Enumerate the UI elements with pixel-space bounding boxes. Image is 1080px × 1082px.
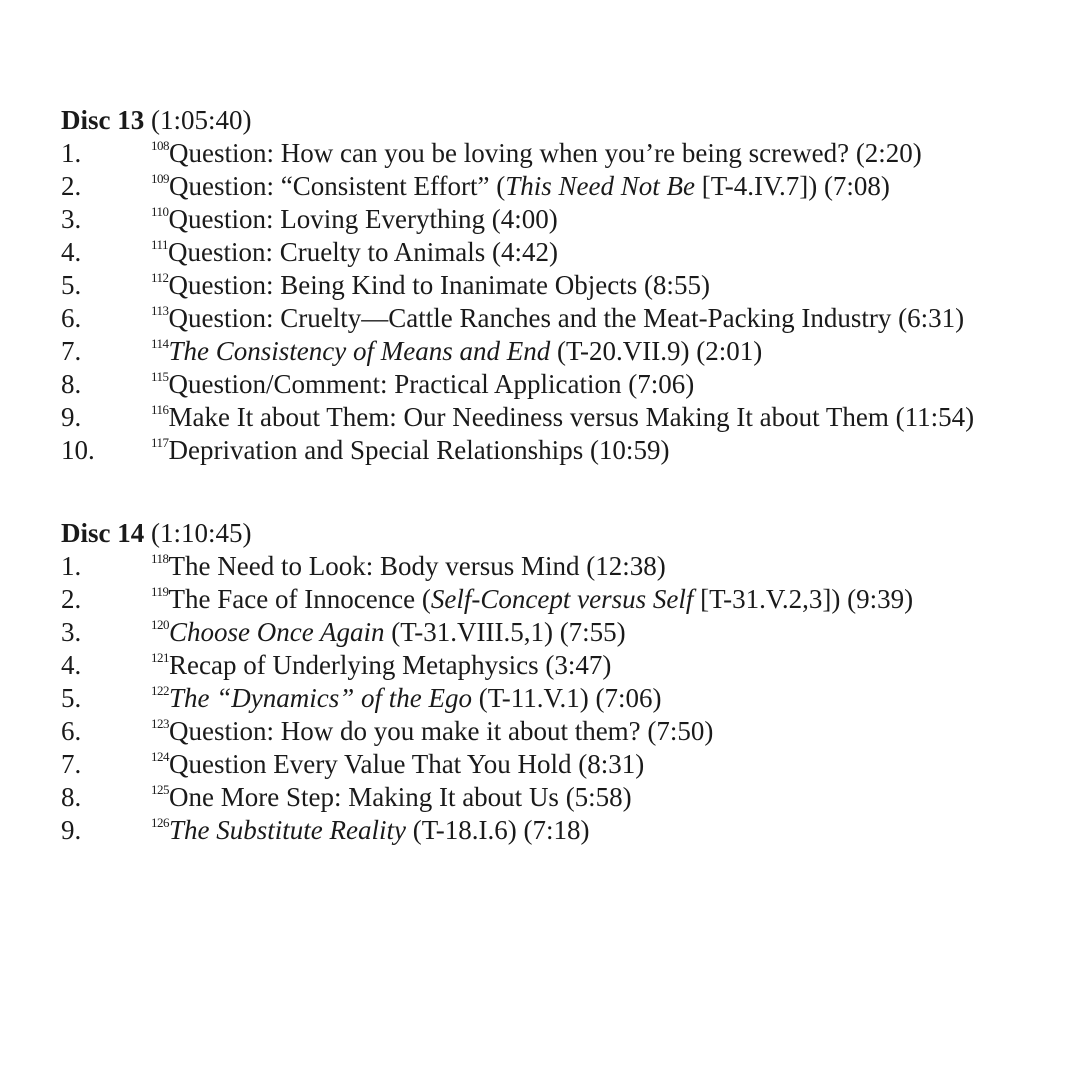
footnote-ref: 126 [151,815,169,830]
track-title-text: (T-31.VIII.5,1) (7:55) [384,617,626,647]
track-title-text: Question: “Consistent Effort” ( [169,171,506,201]
footnote-ref: 113 [151,303,169,318]
footnote-ref: 118 [151,551,169,566]
track-title-text: Question: Being Kind to Inanimate Objects (8:55) [168,270,710,300]
disc-header [61,517,1061,550]
disc-header [61,104,1061,137]
track-listing [61,104,1061,847]
track-title [151,616,626,653]
track-title [151,137,922,174]
footnote-ref: 108 [151,138,169,153]
track-number: 2. [61,584,82,614]
track-item [61,170,1061,203]
track-number: 2. [61,171,82,201]
footnote-ref: 122 [151,683,169,698]
track-title [151,236,558,273]
track-number: 1. [61,138,82,168]
track-title [151,715,713,752]
track-title-text: Make It about Them: Our Neediness versus Making It about Them (11:54) [168,402,975,432]
track-title-italic: Self-Concept versus Self [430,584,694,614]
track-item [61,236,1061,269]
track-title [151,814,589,851]
disc-section [61,517,1061,847]
track-title-text: Question: How can you be loving when you’re being screwed? (2:20) [169,138,922,168]
track-item [61,550,1061,583]
track-item [61,748,1061,781]
footnote-ref: 115 [151,369,169,384]
track-title [151,335,762,372]
footnote-ref: 119 [151,584,169,599]
track-number: 7. [61,749,82,779]
track-title-text: The Need to Look: Body versus Mind (12:38) [168,551,666,581]
footnote-ref: 114 [151,336,169,351]
disc-duration: (1:10:45) [151,518,252,548]
track-item [61,682,1061,715]
track-title-text: The Face of Innocence ( [168,584,431,614]
track-number: 1. [61,551,82,581]
track-title-text: One More Step: Making It about Us (5:58) [169,782,632,812]
track-title-text: Question: Loving Everything (4:00) [168,204,558,234]
footnote-ref: 117 [151,435,169,450]
track-item [61,203,1061,236]
disc-title: Disc 13 [61,105,145,135]
track-item [61,137,1061,170]
track-number: 4. [61,650,82,680]
track-item [61,302,1061,335]
track-item [61,814,1061,847]
track-title [151,269,710,306]
footnote-ref: 125 [151,782,169,797]
track-title-text: [T-31.V.2,3]) (9:39) [693,584,914,614]
disc-section [61,104,1061,467]
track-number: 5. [61,683,82,713]
track-number: 10. [61,435,95,465]
track-title [151,170,890,207]
track-item [61,269,1061,302]
track-title [151,203,558,240]
track-title [151,401,974,438]
track-title-text: Question: Cruelty to Animals (4:42) [168,237,559,267]
footnote-ref: 111 [151,237,169,252]
track-title [151,302,964,339]
track-list [61,137,1061,467]
track-title-text: Question: How do you make it about them? (7:50) [169,716,714,746]
footnote-ref: 124 [151,749,169,764]
footnote-ref: 109 [151,171,169,186]
footnote-ref: 121 [151,650,169,665]
track-number: 5. [61,270,82,300]
track-item [61,401,1061,434]
track-title-text: Question/Comment: Practical Application (7:06) [168,369,695,399]
track-item [61,368,1061,401]
footnote-ref: 116 [151,402,169,417]
track-title-italic: The Consistency of Means and End [168,336,551,366]
track-title [151,434,669,471]
track-number: 8. [61,369,82,399]
track-title-text: Deprivation and Special Relationships (10:59) [168,435,670,465]
track-title-text: Recap of Underlying Metaphysics (3:47) [169,650,612,680]
track-title [151,368,694,405]
track-list [61,550,1061,847]
track-number: 4. [61,237,82,267]
track-item [61,616,1061,649]
track-title [151,550,666,587]
track-title-text: (T-11.V.1) (7:06) [472,683,662,713]
track-item [61,583,1061,616]
footnote-ref: 110 [151,204,169,219]
track-title [151,748,644,785]
track-item [61,715,1061,748]
footnote-ref: 112 [151,270,169,285]
track-item [61,649,1061,682]
track-title-italic: The “Dynamics” of the Ego [169,683,472,713]
track-number: 3. [61,617,82,647]
track-title [151,781,632,818]
disc-title: Disc 14 [61,518,145,548]
track-title [151,583,913,620]
footnote-ref: 123 [151,716,169,731]
track-number: 9. [61,402,82,432]
track-title-italic: The Substitute Reality [169,815,406,845]
track-title-text: Question Every Value That You Hold (8:31) [169,749,645,779]
track-number: 6. [61,716,82,746]
track-number: 7. [61,336,82,366]
track-title-italic: Choose Once Again [169,617,385,647]
track-number: 9. [61,815,82,845]
track-title-text: (T-20.VII.9) (2:01) [550,336,763,366]
track-number: 8. [61,782,82,812]
track-item [61,781,1061,814]
track-title-text: (T-18.I.6) (7:18) [405,815,590,845]
track-item [61,335,1061,368]
track-title [151,649,611,686]
track-title-text: Question: Cruelty—Cattle Ranches and the Meat-Packing Industry (6:31) [168,303,965,333]
track-title-text: [T-4.IV.7]) (7:08) [694,171,890,201]
track-number: 3. [61,204,82,234]
track-number: 6. [61,303,82,333]
track-title-italic: This Need Not Be [505,171,695,201]
track-item [61,434,1061,467]
footnote-ref: 120 [151,617,169,632]
track-title [151,682,662,719]
disc-duration: (1:05:40) [151,105,252,135]
